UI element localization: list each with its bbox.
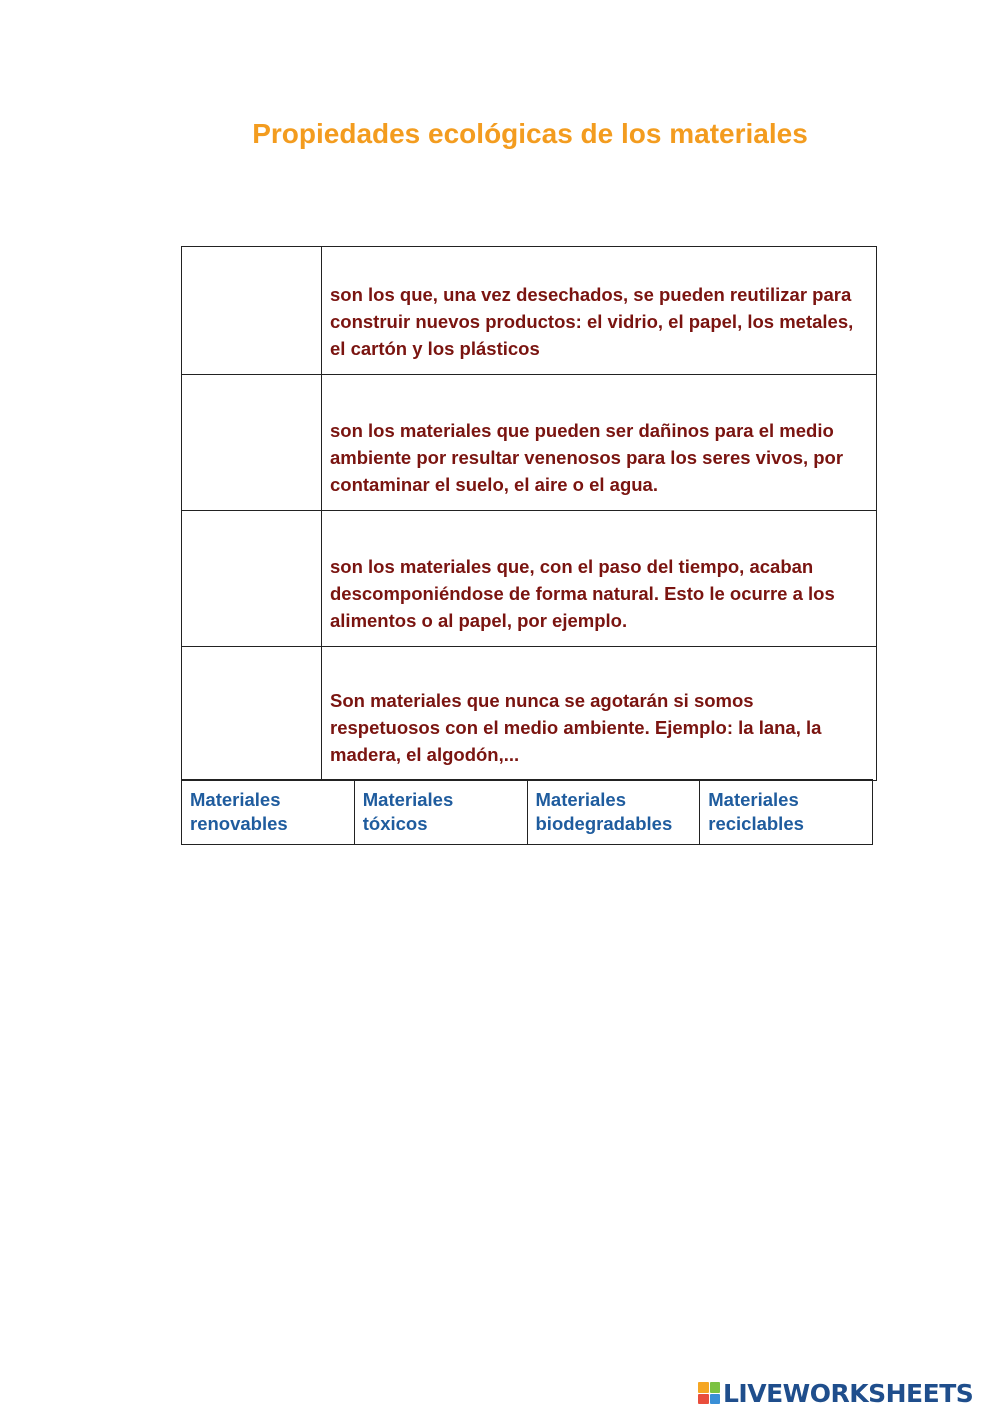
liveworksheets-logo: [698, 1378, 973, 1408]
answer-drop-box[interactable]: [182, 247, 322, 375]
options-row: [182, 780, 873, 845]
answer-drop-box[interactable]: [182, 375, 322, 511]
brand-name: LIVEWORKSHEETS: [723, 1378, 974, 1408]
definitions-table: [181, 246, 877, 781]
definition-row: [182, 511, 877, 647]
option-biodegradables[interactable]: Materiales biodegradables: [527, 780, 700, 845]
answer-drop-box[interactable]: [182, 647, 322, 781]
option-reciclables[interactable]: Materiales reciclables: [700, 780, 873, 845]
option-renovables[interactable]: Materiales renovables: [182, 780, 355, 845]
definition-text: son los materiales que pueden ser dañinos para el medio ambiente por resultar venenosos para los seres vivos, por contaminar el suelo, el aire o el agua.: [322, 375, 877, 511]
options-table: [181, 779, 873, 845]
definition-row: [182, 375, 877, 511]
answer-drop-box[interactable]: [182, 511, 322, 647]
logo-icon: [698, 1382, 720, 1404]
page-title: Propiedades ecológicas de los materiales: [252, 118, 808, 149]
definition-text: Son materiales que nunca se agotarán si somos respetuosos con el medio ambiente. Ejemplo: la lana, la madera, el algodón,...: [322, 647, 877, 781]
definition-row: [182, 647, 877, 781]
option-toxicos[interactable]: Materiales tóxicos: [354, 780, 527, 845]
definition-row: [182, 247, 877, 375]
definition-text: son los materiales que, con el paso del tiempo, acaban descomponiéndose de forma natural. Esto le ocurre a los alimentos o al papel, por ejemplo.: [322, 511, 877, 647]
definition-text: son los que, una vez desechados, se pueden reutilizar para construir nuevos productos: el vidrio, el papel, los metales, el cartón y los plásticos: [322, 247, 877, 375]
